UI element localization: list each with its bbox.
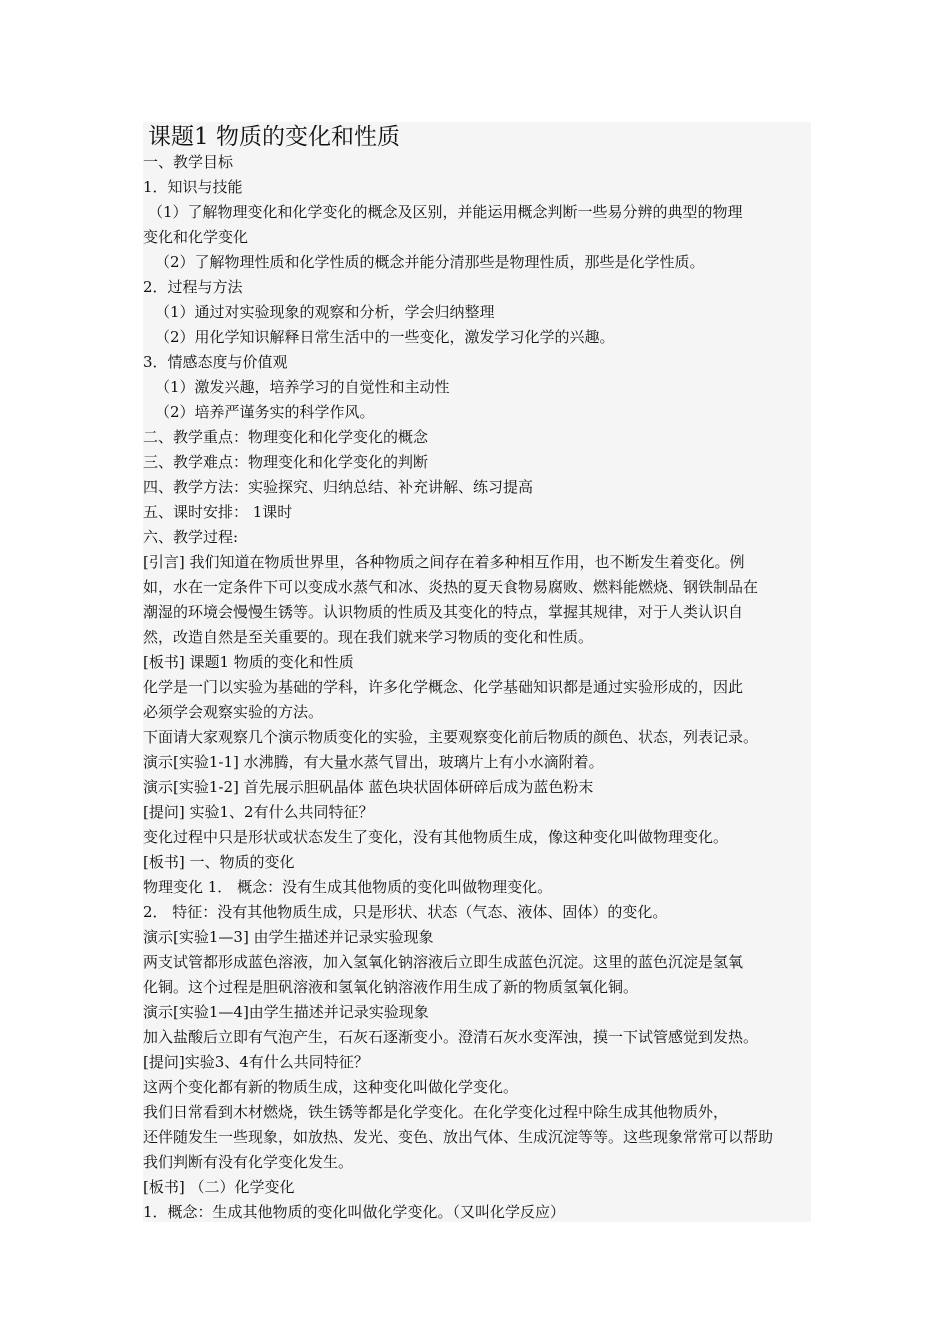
definition-line: 1．概念：生成其他物质的变化叫做化学变化。（又叫化学反应） — [143, 1203, 566, 1221]
paragraph-line: 这两个变化都有新的物质生成，这种变化叫做化学变化。 — [143, 1078, 519, 1096]
demo-line: 演示[实验1—4]由学生描述并记录实验现象 — [143, 1003, 429, 1021]
section-heading: 三、教学难点：物理变化和化学变化的判断 — [143, 453, 429, 471]
paragraph-line: [引言] 我们知道在物质世界里，各种物质之间存在着多种相互作用，也不断发生着变化。例 — [143, 553, 745, 571]
paragraph-line: 下面请大家观察几个演示物质变化的实验，主要观察变化前后物质的颜色、状态，列表记录。 — [143, 728, 759, 746]
subsection-heading: 3．情感态度与价值观 — [143, 353, 288, 371]
definition-line: 物理变化 1． 概念：没有生成其他物质的变化叫做物理变化。 — [143, 878, 553, 896]
paragraph-line: 然，改造自然是至关重要的。现在我们就来学习物质的变化和性质。 — [143, 628, 594, 646]
paragraph-line: 我们日常看到木材燃烧，铁生锈等都是化学变化。在化学变化过程中除生成其他物质外， — [143, 1103, 729, 1121]
paragraph-line: （1）通过对实验现象的观察和分析，学会归纳整理 — [155, 303, 495, 321]
definition-line: 2． 特征：没有其他物质生成，只是形状、状态（气态、液体、固体）的变化。 — [143, 903, 668, 921]
board-note: [板书] （二）化学变化 — [143, 1178, 295, 1196]
section-heading: 五、课时安排： 1课时 — [143, 503, 293, 521]
paragraph-line: （1）激发兴趣，培养学习的自觉性和主动性 — [155, 378, 450, 396]
demo-line: 演示[实验1-1] 水沸腾，有大量水蒸气冒出，玻璃片上有小水滴附着。 — [143, 753, 604, 771]
section-heading: 六、教学过程: — [143, 528, 239, 546]
paragraph-line: 还伴随发生一些现象，如放热、发光、变色、放出气体、生成沉淀等等。这些现象常常可以帮助 — [143, 1128, 774, 1146]
paragraph-line: 两支试管都形成蓝色溶液，加入氢氧化钠溶液后立即生成蓝色沉淀。这里的蓝色沉淀是氢氧 — [143, 953, 744, 971]
paragraph-line: 必须学会观察实验的方法。 — [143, 703, 324, 721]
paragraph-line: （2）培养严谨务实的科学作风。 — [155, 403, 375, 421]
paragraph-line: 化学是一门以实验为基础的学科，许多化学概念、化学基础知识都是通过实验形成的，因此 — [143, 678, 744, 696]
paragraph-line: （2）用化学知识解释日常生活中的一些变化，激发学习化学的兴趣。 — [155, 328, 615, 346]
lesson-title: 课题1 物质的变化和性质 — [148, 124, 400, 150]
paragraph-line: 化铜。这个过程是胆矾溶液和氢氧化钠溶液作用生成了新的物质氢氧化铜。 — [143, 978, 639, 996]
paragraph-line: 变化和化学变化 — [143, 228, 249, 246]
section-heading: 四、教学方法：实验探究、归纳总结、补充讲解、练习提高 — [143, 478, 534, 496]
paragraph-line: （2）了解物理性质和化学性质的概念并能分清那些是物理性质，那些是化学性质。 — [155, 253, 705, 271]
paragraph-line: 如，水在一定条件下可以变成水蒸气和冰、炎热的夏天食物易腐败、燃料能燃烧、钢铁制品在 — [143, 578, 759, 596]
board-note: [板书] 课题1 物质的变化和性质 — [143, 653, 354, 671]
question-line: [提问]实验3、4有什么共同特征？ — [143, 1053, 369, 1071]
section-heading: 二、教学重点：物理变化和化学变化的概念 — [143, 428, 429, 446]
subsection-heading: 2．过程与方法 — [143, 278, 243, 296]
section-heading: 一、教学目标 — [143, 153, 234, 171]
paragraph-line: 加入盐酸后立即有气泡产生，石灰石逐渐变小。澄清石灰水变浑浊，摸一下试管感觉到发热。 — [143, 1028, 759, 1046]
paragraph-line: 潮湿的环境会慢慢生锈等。认识物质的性质及其变化的特点，掌握其规律，对于人类认识自 — [143, 603, 744, 621]
paragraph-line: 变化过程中只是形状或状态发生了变化，没有其他物质生成，像这种变化叫做物理变化。 — [143, 828, 729, 846]
paragraph-line: （1）了解物理变化和化学变化的概念及区别，并能运用概念判断一些易分辨的典型的物理 — [148, 203, 743, 221]
demo-line: 演示[实验1—3] 由学生描述并记录实验现象 — [143, 928, 434, 946]
subsection-heading: 1．知识与技能 — [143, 178, 243, 196]
board-note: [板书] 一、物质的变化 — [143, 853, 295, 871]
paragraph-line: 我们判断有没有化学变化发生。 — [143, 1153, 354, 1171]
demo-line: 演示[实验1-2] 首先展示胆矾晶体 蓝色块状固体研碎后成为蓝色粉末 — [143, 778, 594, 796]
question-line: [提问] 实验1、2有什么共同特征？ — [143, 803, 374, 821]
